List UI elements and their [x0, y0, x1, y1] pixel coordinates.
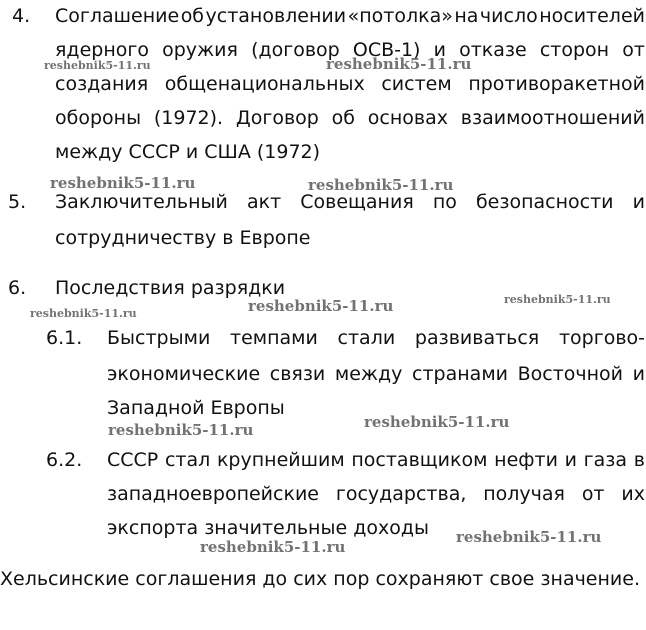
subitem-line	[107, 482, 645, 506]
word: Совещания	[300, 191, 414, 213]
word: об	[331, 107, 355, 129]
word: газа	[583, 449, 628, 471]
item-line	[55, 72, 645, 96]
word: отказе	[459, 39, 527, 61]
subitem-number: 6.1.	[46, 327, 83, 349]
word: странами	[412, 363, 508, 385]
watermark: reshebnik5-11.ru	[308, 176, 454, 194]
watermark: reshebnik5-11.ru	[50, 174, 196, 192]
word: крупнейшим	[216, 449, 345, 471]
word: безопасности	[475, 191, 614, 213]
word: ОСВ-1)	[352, 39, 421, 61]
word: создания	[55, 73, 149, 95]
word: и	[632, 191, 645, 213]
word: от	[581, 483, 605, 505]
watermark: reshebnik5-11.ru	[456, 528, 602, 546]
subitem-line: экспорта значительные доходы	[107, 517, 429, 539]
word: на	[454, 5, 479, 27]
word: систем	[381, 73, 452, 95]
word: СССР	[107, 449, 159, 471]
word: сторон	[539, 39, 610, 61]
item-line: Последствия разрядки	[55, 277, 286, 299]
word: государства,	[335, 483, 467, 505]
word: ядерного	[55, 39, 149, 61]
word: западноевропейские	[107, 483, 319, 505]
word: носителей	[539, 5, 645, 27]
item-line	[55, 4, 645, 28]
word: темпами	[230, 327, 318, 349]
item-line: сотрудничеству в Европе	[55, 227, 311, 249]
word: Восточной	[517, 363, 624, 385]
watermark: reshebnik5-11.ru	[200, 538, 346, 556]
word: нефти	[494, 449, 558, 471]
word: Быстрыми	[107, 327, 211, 349]
word: их	[621, 483, 645, 505]
watermark: reshebnik5-11.ru	[326, 55, 472, 73]
word: Договор	[235, 107, 319, 129]
word: общенациональных	[164, 73, 365, 95]
item-line	[55, 106, 645, 130]
word: взаимоотношений	[460, 107, 645, 129]
word: Заключительный	[55, 191, 228, 213]
word: Соглашение	[55, 5, 180, 27]
word: в	[633, 449, 645, 471]
word: противоракетной	[468, 73, 645, 95]
word: экономические	[107, 363, 261, 385]
word: и	[632, 363, 645, 385]
word: и	[564, 449, 577, 471]
word: число	[479, 5, 538, 27]
word: обороны	[55, 107, 142, 129]
word: развиваться	[414, 327, 540, 349]
word: торгово-	[558, 327, 645, 349]
word: (1972).	[153, 107, 224, 129]
item-number: 4.	[12, 5, 31, 27]
subitem-line	[107, 362, 645, 386]
watermark: reshebnik5-11.ru	[504, 293, 611, 306]
word: и	[433, 39, 446, 61]
item-number: 6.	[8, 277, 27, 299]
word: между	[334, 363, 403, 385]
word: от	[622, 39, 645, 61]
item-line: между СССР и США (1972)	[55, 141, 321, 163]
word: получая	[483, 483, 565, 505]
watermark: reshebnik5-11.ru	[248, 297, 394, 315]
word: связи	[269, 363, 326, 385]
word: основах	[367, 107, 448, 129]
word: поставщиком	[351, 449, 488, 471]
word: оружия	[162, 39, 238, 61]
item-number: 5.	[8, 191, 27, 213]
watermark: reshebnik5-11.ru	[30, 307, 137, 320]
word: установлении	[205, 5, 347, 27]
word: стал	[164, 449, 211, 471]
word: стали	[337, 327, 396, 349]
subitem-line: Западной Европы	[107, 397, 285, 419]
subitem-line	[107, 326, 645, 350]
watermark: reshebnik5-11.ru	[364, 413, 510, 431]
word: (договор	[251, 39, 340, 61]
word: «потолка»	[347, 5, 453, 27]
conclusion-text: Хельсинские соглашения до сих пор сохраняют свое значение.	[0, 568, 640, 590]
subitem-line	[107, 448, 645, 472]
word: акт	[246, 191, 282, 213]
word: по	[432, 191, 457, 213]
watermark: reshebnik5-11.ru	[108, 421, 254, 439]
watermark: reshebnik5-11.ru	[44, 59, 151, 72]
subitem-number: 6.2.	[46, 449, 83, 471]
word: об	[180, 5, 205, 27]
